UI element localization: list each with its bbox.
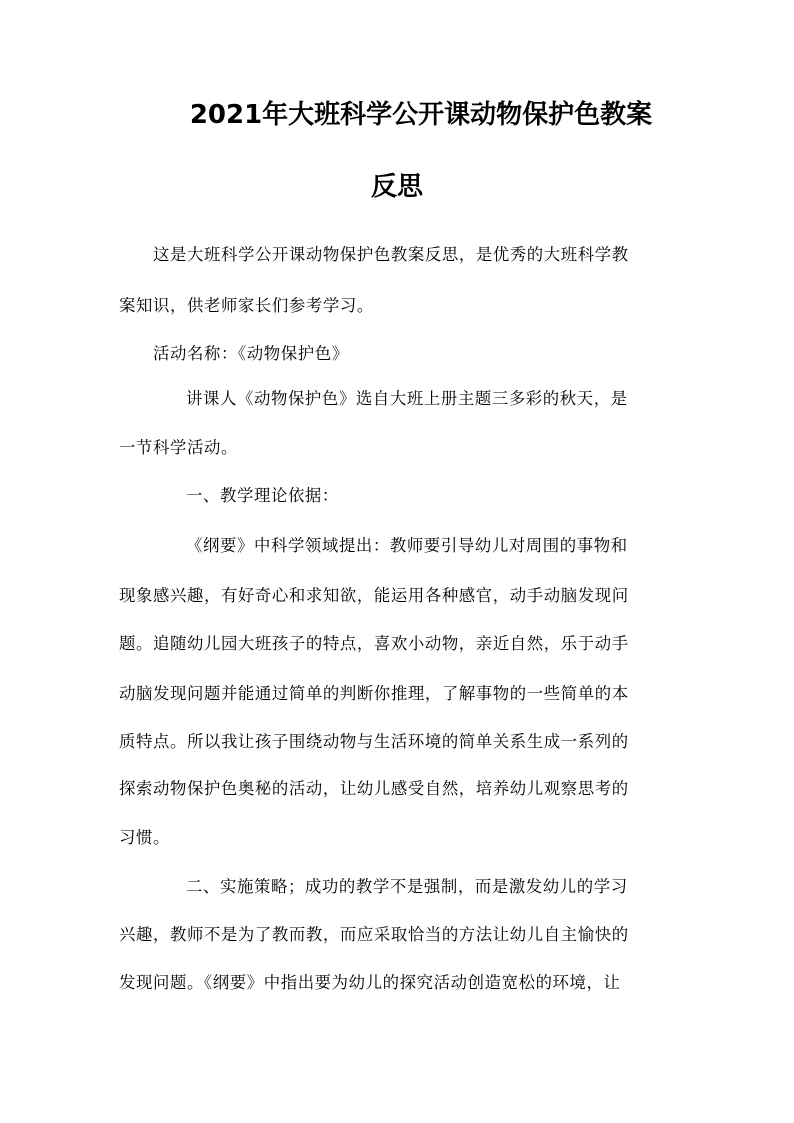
paragraph-line: 习惯。 bbox=[119, 828, 170, 847]
paragraph-line: 活动名称：《动物保护色》 bbox=[153, 344, 349, 363]
paragraph-line: 二、实施策略；成功的教学不是强制，而是激发幼儿的学习 bbox=[186, 877, 628, 896]
paragraph-line: 一节科学活动。 bbox=[119, 438, 238, 457]
paragraph-line: 探索动物保护色奥秘的活动，让幼儿感受自然，培养幼儿观察思考的 bbox=[119, 779, 629, 798]
paragraph-line: 案知识，供老师家长们参考学习。 bbox=[119, 296, 374, 315]
paragraph-line: 讲课人《动物保护色》选自大班上册主题三多彩的秋天，是 bbox=[186, 389, 628, 408]
document-title-line-2: 反思 bbox=[370, 172, 423, 202]
paragraph-line: 动脑发现问题并能通过简单的判断你推理，了解事物的一些简单的本 bbox=[119, 684, 629, 703]
paragraph-line: 这是大班科学公开课动物保护色教案反思，是优秀的大班科学教 bbox=[153, 245, 629, 264]
document-title-line-1: 2021年大班科学公开课动物保护色教案 bbox=[189, 100, 653, 130]
paragraph-line: 《纲要》中科学领域提出：教师要引导幼儿对周围的事物和 bbox=[186, 536, 628, 555]
paragraph-line: 发现问题。《纲要》中指出要为幼儿的探究活动创造宽松的环境，让 bbox=[119, 973, 621, 992]
paragraph-line: 质特点。所以我让孩子围绕动物与生活环境的简单关系生成一系列的 bbox=[119, 732, 629, 751]
paragraph-line: 兴趣，教师不是为了教而教，而应采取恰当的方法让幼儿自主愉快的 bbox=[119, 925, 629, 944]
paragraph-line: 题。追随幼儿园大班孩子的特点，喜欢小动物，亲近自然，乐于动手 bbox=[119, 634, 629, 653]
paragraph-line: 现象感兴趣，有好奇心和求知欲，能运用各种感官，动手动脑发现问 bbox=[119, 586, 629, 605]
section-heading: 一、教学理论依据： bbox=[186, 486, 339, 505]
